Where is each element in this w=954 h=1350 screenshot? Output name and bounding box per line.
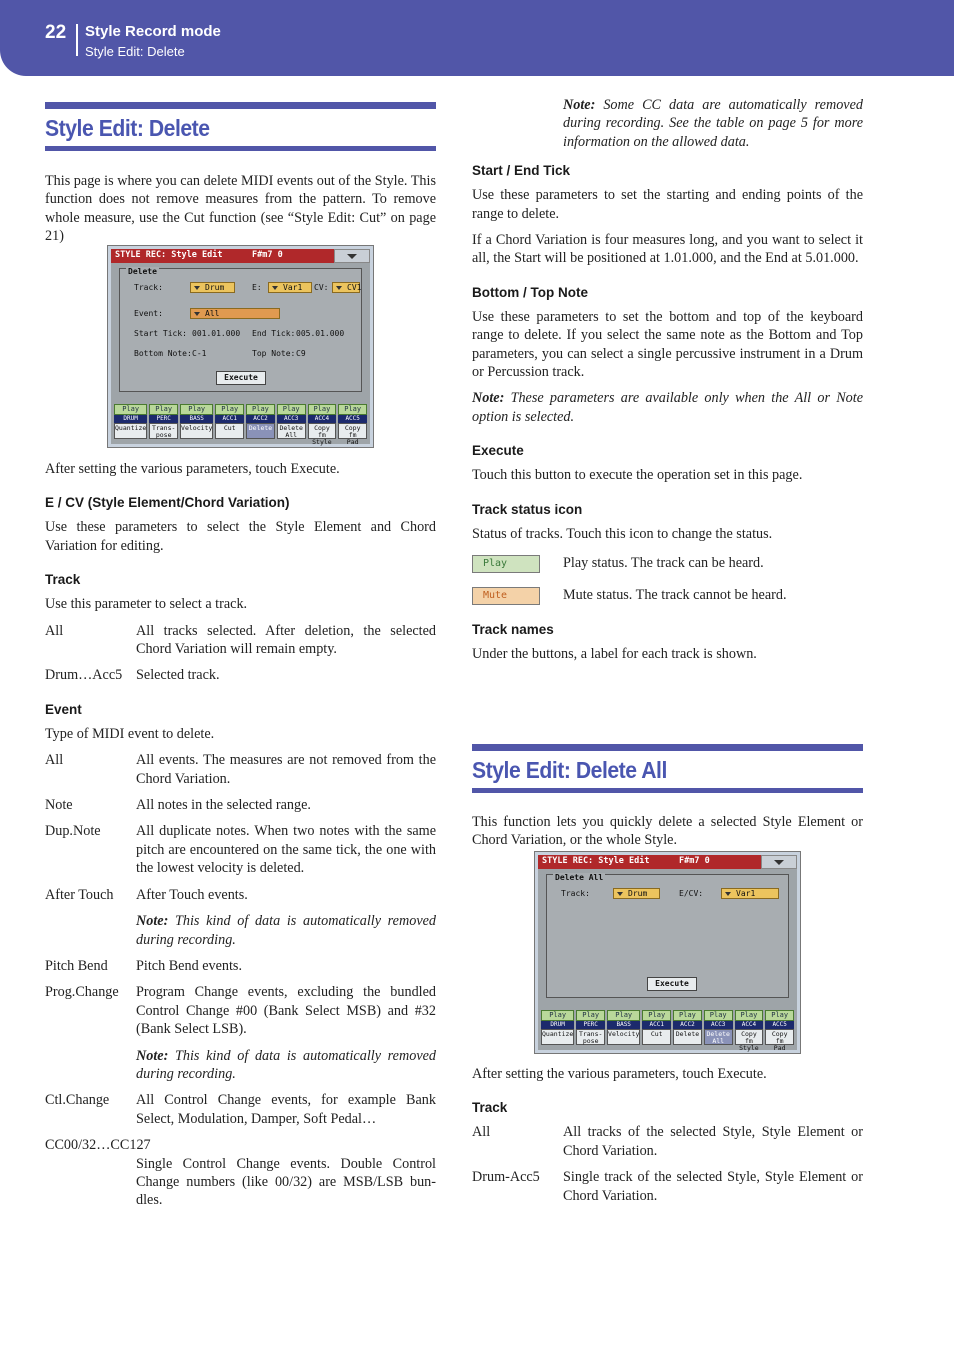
event-field[interactable]: All [190, 308, 280, 319]
tab-cut[interactable]: Cut [642, 1029, 671, 1045]
track-text: Use this parameter to select a track. [45, 596, 248, 613]
section-title: Style Record mode [85, 23, 221, 40]
def-term: All [45, 752, 64, 769]
left-column [45, 102, 436, 254]
track-name: BASS [180, 415, 213, 423]
note-row [472, 96, 863, 151]
e-label: E: [252, 283, 262, 292]
tab-quantize[interactable]: Quantize [114, 423, 147, 439]
cv-label: CV: [314, 283, 329, 292]
track-name: ACC1 [642, 1021, 671, 1029]
def-term [45, 912, 136, 949]
play-icon[interactable]: Play [765, 1010, 794, 1021]
after-screen-text: After setting the various parameters, touch Execute. [472, 1066, 767, 1082]
def-desc: Selected track. [136, 667, 220, 684]
track-strip [111, 404, 370, 446]
def-term: Ctl.Change [45, 1092, 110, 1109]
right-column-bottom [472, 1065, 863, 1213]
delete-all-text: This function lets you quickly delete a selected Style Element or Chord Variation, or the whole Style. [472, 814, 863, 849]
track-name: ACC5 [338, 415, 367, 423]
delete-panel [119, 268, 362, 392]
tab-quantize[interactable]: Quantize [541, 1029, 574, 1045]
panel-title: Delete All [555, 873, 604, 882]
header-divider [76, 24, 78, 56]
def-term: All [45, 622, 64, 639]
menu-dropdown-icon[interactable] [334, 249, 370, 263]
def-term-cc: CC00/32…CC127 [45, 1137, 151, 1154]
track-heading: Track [45, 572, 81, 588]
def-term: After Touch [45, 886, 114, 903]
heading-text: Style Edit: Delete All [472, 757, 667, 783]
mute-status-row [472, 585, 863, 605]
track-name: ACC4 [308, 415, 337, 423]
subsection-title: Style Edit: Delete [85, 44, 185, 59]
start-end-heading: Start / End Tick [472, 163, 571, 179]
def-term: All [472, 1124, 491, 1141]
play-icon[interactable]: Play [704, 1010, 733, 1021]
right-column [472, 96, 863, 672]
def-desc: All notes in the selected range. [136, 797, 311, 814]
tab-delete[interactable]: Delete [246, 423, 275, 439]
track-name: ACC3 [277, 415, 306, 423]
page-header [0, 0, 954, 76]
def-term: Drum-Acc5 [472, 1169, 540, 1186]
def-row [45, 957, 436, 975]
play-icon[interactable]: Play [673, 1010, 702, 1021]
bottom-note-label: Bottom Note: [134, 349, 192, 358]
delete-all-panel [546, 874, 789, 998]
note-text [136, 1047, 436, 1084]
execute-button[interactable]: Execute [647, 977, 697, 991]
def-row [45, 1155, 436, 1210]
tab-velocity[interactable]: Velocity [607, 1029, 640, 1045]
note-text [563, 96, 863, 151]
def-row [45, 983, 436, 1038]
mute-status-text: Mute status. The track cannot be heard. [563, 586, 787, 603]
tab-cut[interactable]: Cut [215, 423, 244, 439]
after-screen-text: After setting the various parameters, touch Execute. [45, 461, 340, 477]
def-desc: All tracks of the selected Style, Style Element or Chord Variation. [563, 1124, 863, 1159]
play-icon[interactable]: Play [642, 1010, 671, 1021]
def-term [45, 1047, 136, 1084]
track-name: ACC5 [765, 1021, 794, 1029]
track-label: Track: [561, 889, 590, 898]
bottom-top-note [472, 389, 863, 426]
start-end-example: If a Chord Variation is four measures long, and you want to select it all, the Start will be positioned at 1.01.000, and the End at 5.01.000. [472, 232, 863, 267]
tab-delete-all[interactable]: Delete All [277, 423, 306, 439]
event-heading: Event [45, 701, 82, 717]
ecv-text: Use these parameters to select the Style Element and Chord Variation for editing. [45, 519, 436, 554]
track-names-heading: Track names [472, 622, 554, 638]
screen-title: STYLE REC: Style Edit [115, 250, 223, 260]
track-name: DRUM [541, 1021, 574, 1029]
track-names-text: Under the buttons, a label for each track is shown. [472, 646, 757, 663]
def-term: Note [45, 797, 73, 814]
def-term: Drum…Acc5 [45, 667, 123, 684]
bottom-top-text: Use these parameters to set the bottom and top of the keyboard range to delete. If you select the same note as the Bottom and Top parameters, you can select a single percussive instrument in a Drum or Percussion track. [472, 308, 863, 381]
page-number: 22 [45, 22, 67, 43]
play-status-row [472, 553, 863, 573]
intro-paragraph: This page is where you can delete MIDI events out of the Style. This function does not remove measures from the pattern. To remove whole measure, use the Cut function (see “Style Edit: Cut” on page 21) [45, 173, 436, 245]
note-text [136, 912, 436, 949]
track-name: BASS [607, 1021, 640, 1029]
play-icon[interactable]: Play [180, 404, 213, 415]
play-status-icon: Play [472, 555, 540, 573]
note-label: Note: [136, 913, 169, 930]
play-icon[interactable]: Play [215, 404, 244, 415]
screen-title-bar [111, 249, 370, 263]
event-text: Type of MIDI event to delete. [45, 725, 215, 742]
end-tick-value[interactable]: 005.01.000 [296, 329, 345, 338]
def-row [45, 666, 436, 684]
play-icon[interactable]: Play [338, 404, 367, 415]
play-icon[interactable]: Play [277, 404, 306, 415]
def-desc: Single track of the selected Style, Style Element or Chord Variation. [563, 1169, 863, 1204]
panel-title: Delete [128, 267, 157, 276]
note-label: Note: [563, 97, 596, 113]
def-row [45, 912, 436, 949]
track-name: PERC [149, 415, 178, 423]
def-row [45, 1091, 436, 1128]
track-status-heading: Track status icon [472, 501, 583, 517]
def-desc: Program Change events, excluding the bundled Control Change #00 (Bank Select MSB) and #32 (Bank Select LSB). [136, 984, 436, 1038]
execute-heading: Execute [472, 443, 524, 459]
def-term [472, 96, 563, 151]
track-heading: Track [472, 1100, 508, 1116]
tab-transpose[interactable]: Trans- pose [149, 423, 178, 439]
note-body: This kind of data is automatically removed during recording. [136, 913, 437, 948]
bottom-top-heading: Bottom / Top Note [472, 284, 588, 300]
track-name: PERC [576, 1021, 605, 1029]
def-desc: All events. The measures are not removed from the Chord Variation. [136, 752, 436, 787]
play-status-text: Play status. The track can be heard. [563, 554, 764, 571]
track-field[interactable]: Drum [190, 282, 235, 293]
def-row [472, 1123, 863, 1160]
play-icon[interactable]: Play [246, 404, 275, 415]
track-strip [538, 1010, 797, 1052]
bottom-note-value[interactable]: C-1 [192, 349, 207, 358]
execute-text: Touch this button to execute the operation set in this page. [472, 467, 803, 484]
track-label: Track: [134, 283, 163, 292]
tab-copy-from-pad[interactable]: Copy fm Pad [765, 1029, 794, 1045]
menu-dropdown-icon[interactable] [761, 855, 797, 869]
right-column-lower [472, 744, 863, 858]
play-icon[interactable]: Play [541, 1010, 574, 1021]
tab-delete[interactable]: Delete [673, 1029, 702, 1045]
tab-copy-from-pad[interactable]: Copy fm Pad [338, 423, 367, 439]
track-name: ACC1 [215, 415, 244, 423]
def-desc: Pitch Bend events. [136, 957, 242, 974]
track-name: ACC4 [735, 1021, 764, 1029]
play-icon[interactable]: Play [308, 404, 337, 415]
start-tick-value[interactable]: 001.01.000 [192, 329, 241, 338]
ecv-heading: E / CV (Style Element/Chord Variation) [45, 495, 290, 511]
ecv-label: E/CV: [679, 889, 704, 898]
mute-status-icon: Mute [472, 587, 540, 605]
end-tick-label: End Tick: [252, 329, 296, 338]
track-name: DRUM [114, 415, 147, 423]
def-desc: Single Control Change events. Double Control Change numbers (like 00/32) are MSB/LSB bun-dles. [136, 1155, 436, 1209]
screen-title: STYLE REC: Style Edit [542, 856, 650, 866]
def-desc: After Touch events. [136, 886, 248, 903]
track-name: ACC2 [246, 415, 275, 423]
screenshot-delete-all [534, 851, 801, 1054]
tab-velocity[interactable]: Velocity [180, 423, 213, 439]
left-column-body [45, 460, 436, 1218]
play-icon[interactable]: Play [735, 1010, 764, 1021]
play-icon[interactable]: Play [576, 1010, 605, 1021]
tab-copy-from-style[interactable]: Copy fm Style [308, 423, 337, 439]
note-body: Some CC data are automatically removed during recording. See the table on page 5 for more information on the allowed data. [563, 97, 863, 150]
tab-delete-all[interactable]: Delete All [704, 1029, 733, 1045]
heading-delete [45, 102, 436, 151]
tab-transpose[interactable]: Trans- pose [576, 1029, 605, 1045]
play-icon[interactable]: Play [149, 404, 178, 415]
cv-field[interactable]: CV1 [332, 282, 360, 293]
def-desc: All Control Change events, for example Bank Select, Modulation, Damper, Soft Pedal… [136, 1092, 436, 1127]
def-desc: All tracks selected. After deletion, the selected Chord Variation will remain empty. [136, 622, 436, 658]
start-tick-label: Start Tick: [134, 329, 187, 338]
chord-readout: F#m7 0 [679, 856, 710, 866]
def-term: Dup.Note [45, 823, 101, 840]
start-end-text: Use these parameters to set the starting and ending points of the range to delete. [472, 187, 863, 222]
note-body: These parameters are available only when the All or Note option is selected. [472, 390, 864, 425]
def-row [45, 822, 436, 877]
ecv-field[interactable]: Var1 [721, 888, 779, 899]
event-label: Event: [134, 309, 163, 318]
track-name: ACC3 [704, 1021, 733, 1029]
def-row [45, 751, 436, 788]
track-field[interactable]: Drum [613, 888, 660, 899]
execute-button[interactable]: Execute [216, 371, 266, 385]
note-label: Note: [472, 390, 505, 407]
def-row [45, 622, 436, 659]
e-field[interactable]: Var1 [268, 282, 312, 293]
tab-copy-from-style[interactable]: Copy fm Style [735, 1029, 764, 1045]
screenshot-delete [107, 245, 374, 448]
heading-delete-all [472, 744, 863, 793]
note-body: This kind of data is automatically removed during recording. [136, 1047, 437, 1082]
chord-readout: F#m7 0 [252, 250, 283, 260]
top-note-label: Top Note: [252, 349, 296, 358]
def-term: Prog.Change [45, 984, 119, 1001]
def-desc: All duplicate notes. When two notes with the same pitch are encountered on the same tick, the one with the lowest velocity is deleted. [136, 823, 436, 877]
def-row [45, 1047, 436, 1084]
def-row [45, 886, 436, 904]
note-label: Note: [136, 1047, 169, 1064]
top-note-value[interactable]: C9 [296, 349, 306, 358]
play-icon[interactable]: Play [607, 1010, 640, 1021]
play-icon[interactable]: Play [114, 404, 147, 415]
def-term: Pitch Bend [45, 957, 108, 974]
def-term [45, 1155, 136, 1210]
heading-text: Style Edit: Delete [45, 115, 210, 141]
def-row [45, 796, 436, 814]
screen-title-bar [538, 855, 797, 869]
track-name: ACC2 [673, 1021, 702, 1029]
track-status-text: Status of tracks. Touch this icon to change the status. [472, 525, 773, 542]
def-row [472, 1168, 863, 1205]
